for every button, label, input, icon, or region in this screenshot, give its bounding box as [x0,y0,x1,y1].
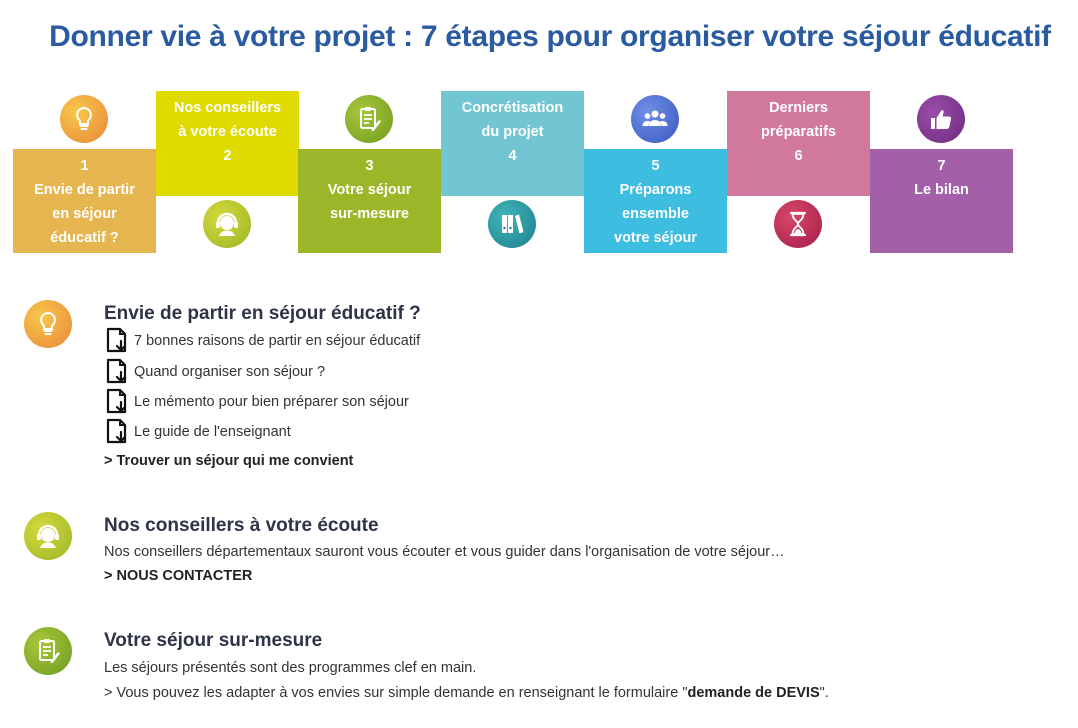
step-4-label-line: Concrétisation [461,100,564,116]
step-4-label-line: du projet [481,124,544,140]
section-description: Nos conseillers départementaux sauront vous écouter et vous guider dans l'organisation de votre séjour… [104,544,785,560]
lightbulb-icon [60,95,108,143]
document-link[interactable] [106,418,291,446]
document-link-label: Quand organiser son séjour ? [134,364,326,380]
download-document-icon [106,358,132,386]
download-document-icon [106,388,132,416]
document-link-label: Le guide de l'enseignant [134,424,291,440]
document-link[interactable] [106,358,325,386]
step-5-label-line: Préparons [619,182,692,198]
adapt-text-start: > Vous pouvez les adapter à vos envies sur simple demande en renseignant le formulaire " [104,685,688,701]
step-2-label-line: Nos conseillers [173,100,282,116]
headset-person-icon [203,200,251,248]
binders-icon [488,200,536,248]
step-2-label-line: à votre écoute [178,124,277,140]
document-link[interactable] [106,388,409,416]
contact-link[interactable]: > NOUS CONTACTER [104,568,253,584]
adapt-text [104,685,829,701]
section-description: Les séjours présentés sont des programmes clef en main. [104,660,477,676]
step-5-label-line: ensemble [622,206,689,222]
clipboard-pen-icon [345,95,393,143]
lightbulb-icon [24,300,72,348]
step-5-label-line: votre séjour [614,230,697,246]
step-1-number: 1 [80,158,89,174]
step-5-number: 5 [651,158,660,174]
step-6-number: 6 [794,148,803,164]
section-title: Envie de partir en séjour éducatif ? [104,303,421,324]
adapt-text-end: ". [819,685,829,701]
step-3-number: 3 [365,158,374,174]
step-1-label-line: éducatif ? [50,230,119,246]
group-people-icon [631,95,679,143]
quote-request-link[interactable]: demande de DEVIS [687,685,820,701]
document-link-label: 7 bonnes raisons de partir en séjour éducatif [134,333,421,349]
step-2-number: 2 [223,148,232,164]
step-4-number: 4 [508,148,517,164]
clipboard-pen-icon [24,627,72,675]
step-3-label-line: Votre séjour [327,182,412,198]
download-document-icon [106,418,132,446]
document-link[interactable] [106,327,420,355]
step-1-label-line: en séjour [52,206,117,222]
step-3-label-line: sur-mesure [330,206,409,222]
step-7-label-line: Le bilan [914,182,969,198]
section-title: Votre séjour sur-mesure [104,630,323,651]
headset-person-icon [24,512,72,560]
step-6-label-line: préparatifs [761,124,836,140]
step-6-label-line: Derniers [769,100,828,116]
thumbs-up-icon [917,95,965,143]
download-document-icon [106,327,132,355]
page-title: Donner vie à votre projet : 7 étapes pour organiser votre séjour éducatif [49,20,1051,53]
section-title: Nos conseillers à votre écoute [104,515,379,536]
hourglass-icon [774,200,822,248]
find-stay-link[interactable]: > Trouver un séjour qui me convient [104,453,354,469]
step-1-label-line: Envie de partir [34,182,135,198]
document-link-label: Le mémento pour bien préparer son séjour [134,394,409,410]
step-7-number: 7 [937,158,946,174]
